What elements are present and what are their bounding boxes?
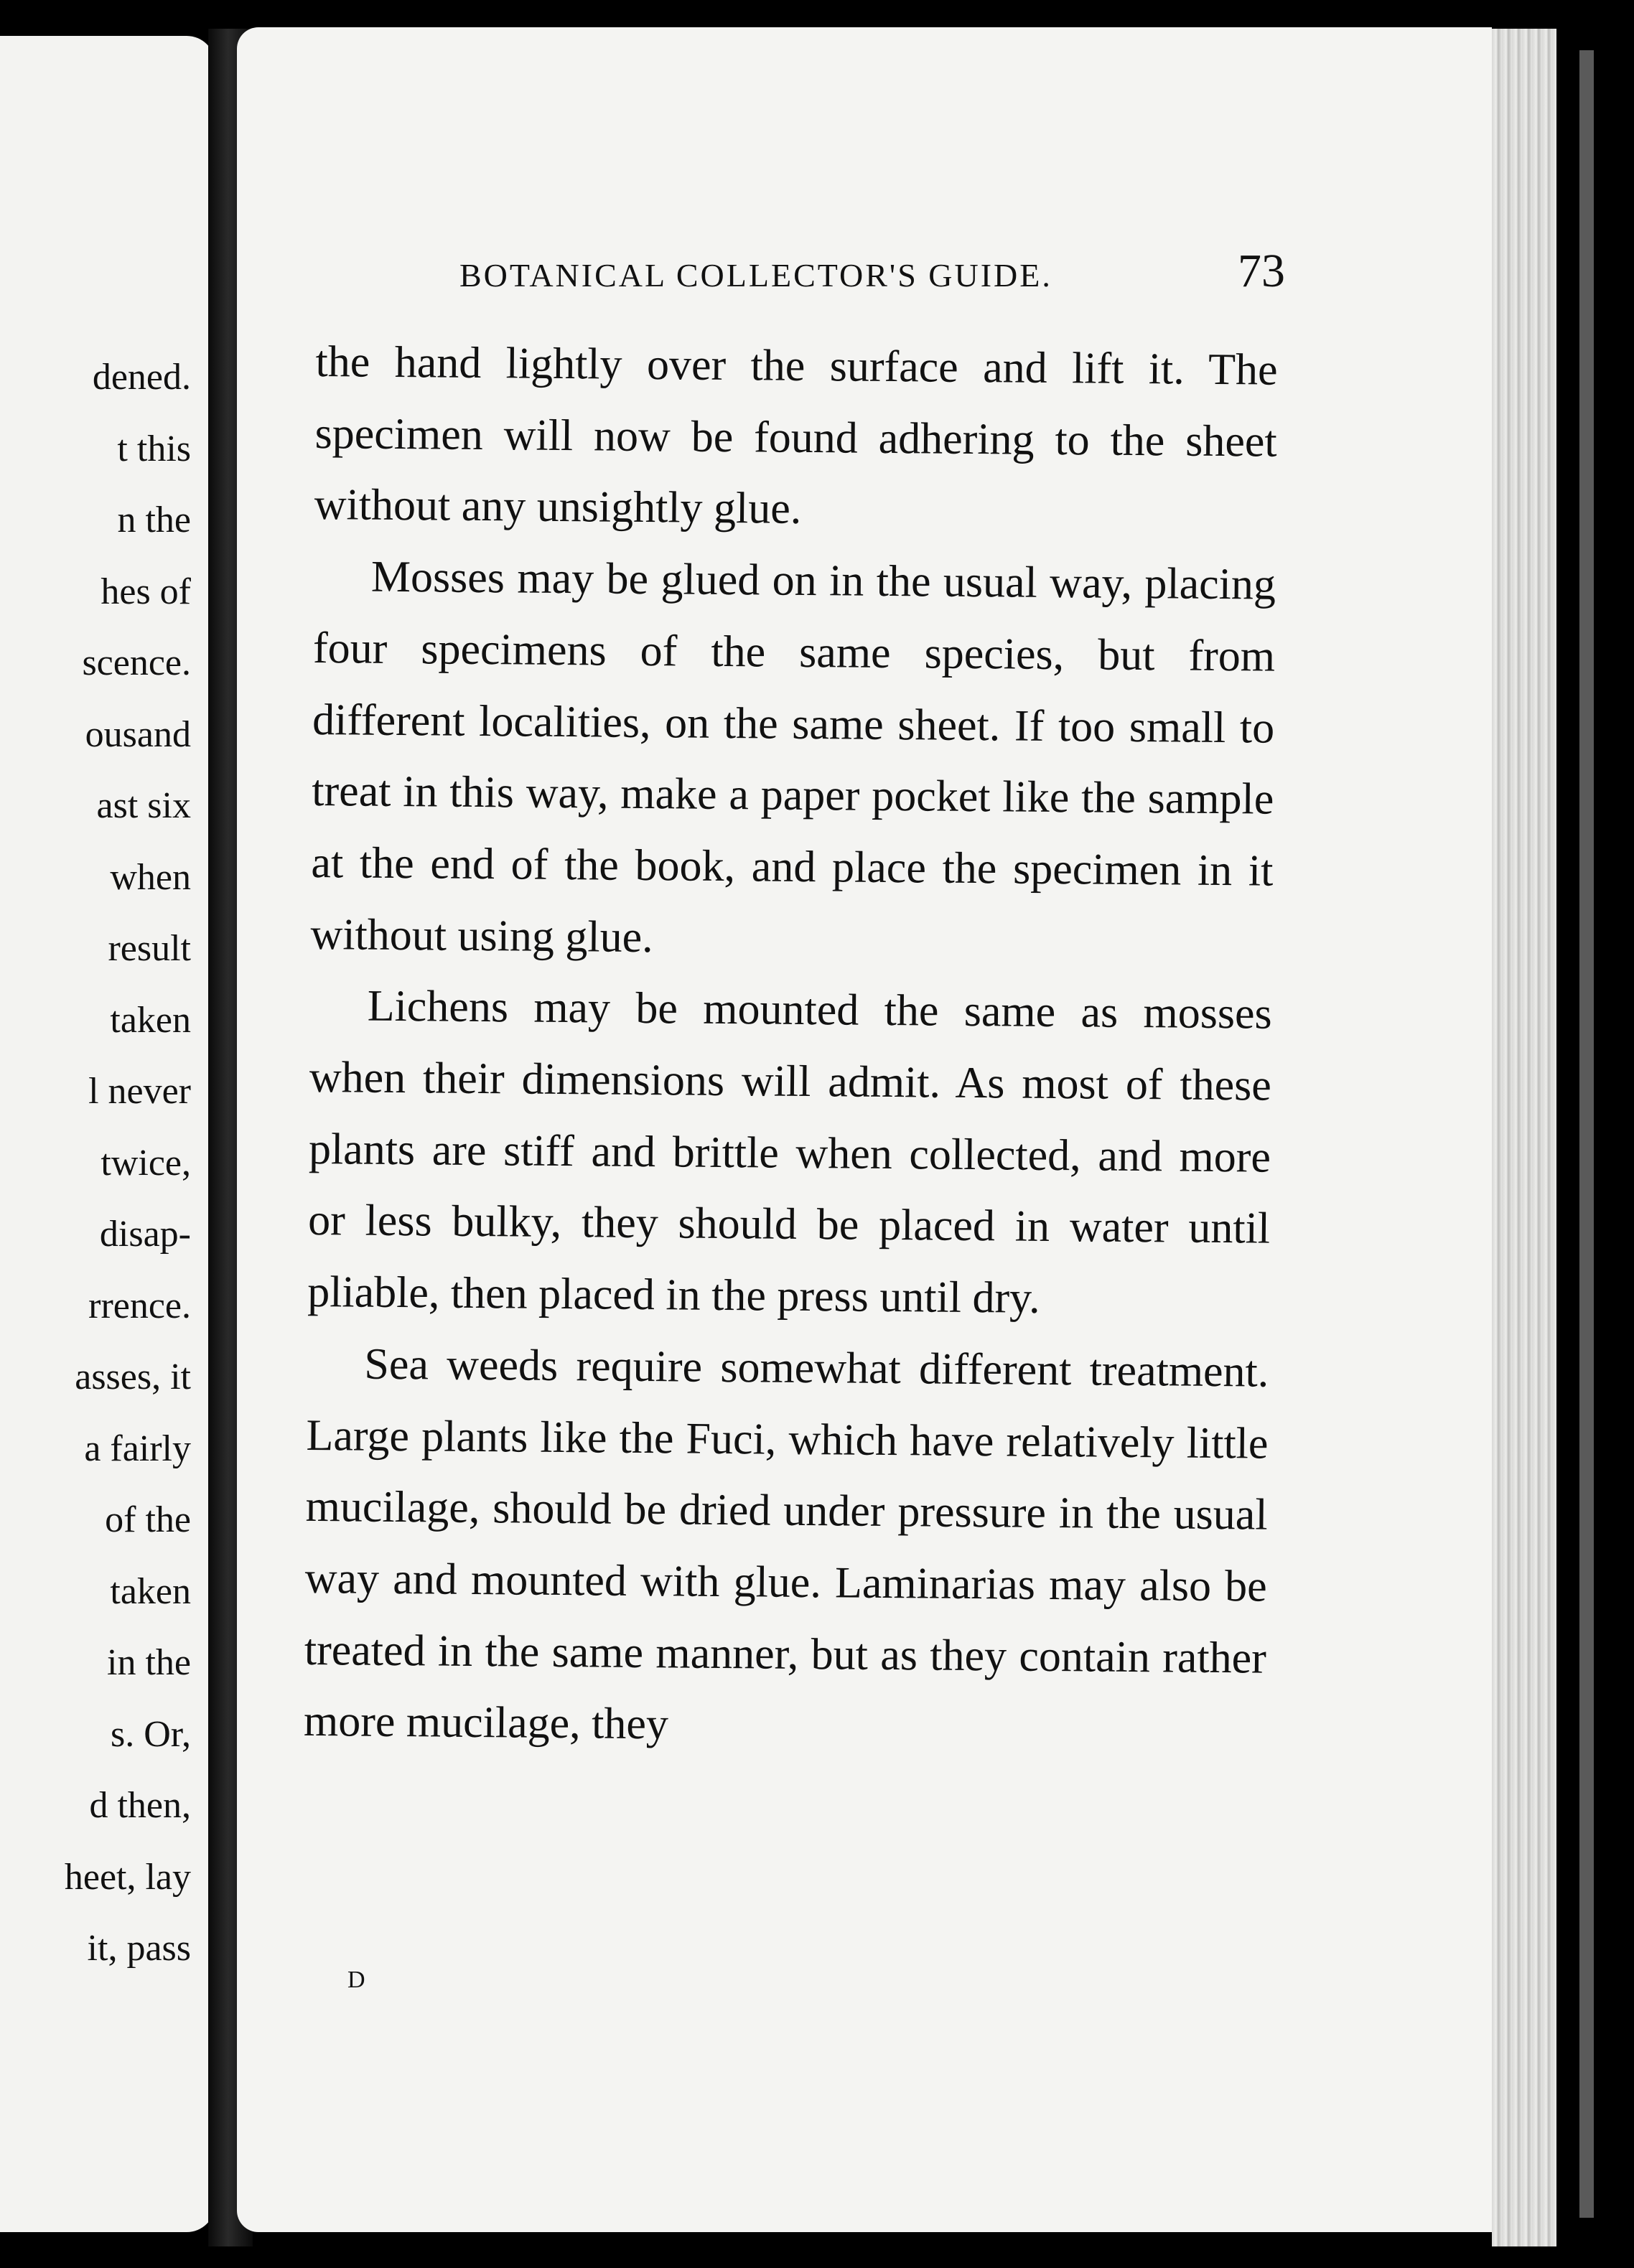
left-page-line: in the xyxy=(107,1642,191,1683)
paragraph-mosses: Mosses may be glued on in the usual way, placing four specimens of the same species, but from different localities, on the same sheet. If too small to treat in this way, make a paper pocket like the sample at the end of the book, and place the specimen in it without using glue. xyxy=(310,552,1276,962)
left-page-line: taken xyxy=(110,999,191,1041)
page-header xyxy=(459,244,1285,299)
left-page-line: dened. xyxy=(92,357,191,398)
left-page-line: s. Or, xyxy=(110,1713,191,1755)
left-page-line: heet, lay xyxy=(64,1856,191,1898)
left-page-line: t this xyxy=(117,428,191,469)
book-cover-edge xyxy=(1556,22,1634,2268)
left-page-line: disap- xyxy=(99,1214,191,1255)
signature-mark: D xyxy=(347,1967,365,1993)
left-page-line: d then, xyxy=(89,1785,191,1826)
left-page-line: n the xyxy=(117,500,191,540)
left-page-line: twice, xyxy=(101,1142,191,1184)
left-page-line: when xyxy=(110,856,191,898)
page-number: 73 xyxy=(1238,245,1285,297)
paragraph-sea-weeds: Sea weeds require somewhat different treatment. Large plants like the Fuci, which have relatively little mucilage, should be dried under pressure in the usual way and mounted with glue. Laminarias may also be treated in the same manner, but as they contain rather more mucilage, they xyxy=(303,1339,1269,1749)
left-page-line: scence. xyxy=(82,642,191,683)
cover-strip xyxy=(1579,50,1594,2218)
left-page-line: taken xyxy=(110,1570,191,1612)
left-page-line: of the xyxy=(105,1499,191,1540)
paragraph-lichens: Lichens may be mounted the same as mosses when their dimensions will admit. As most of these plants are stiff and brittle when collected, and more or less bulky, they should be placed in water until pliable, then placed in the press until dry. xyxy=(307,981,1272,1323)
left-page-line: result xyxy=(108,928,191,969)
body-text xyxy=(304,327,1278,1766)
paragraph-continued: the hand lightly over the surface and lift it. The specimen will now be found adhering to the sheet without any unsightly glue. xyxy=(314,337,1278,534)
page-edges xyxy=(1492,29,1556,2246)
previous-page xyxy=(0,36,215,2232)
left-page-line: l never xyxy=(88,1071,191,1112)
left-page-line: it, pass xyxy=(87,1928,191,1969)
left-page-line: ousand xyxy=(85,713,191,755)
left-page-line: hes of xyxy=(101,571,191,612)
running-head: BOTANICAL COLLECTOR'S GUIDE. xyxy=(459,257,1052,294)
left-page-line: asses, it xyxy=(75,1356,191,1397)
left-page-line: ast six xyxy=(96,785,191,826)
left-page-line: rrence. xyxy=(88,1285,191,1326)
left-page-line: a fairly xyxy=(84,1428,191,1469)
